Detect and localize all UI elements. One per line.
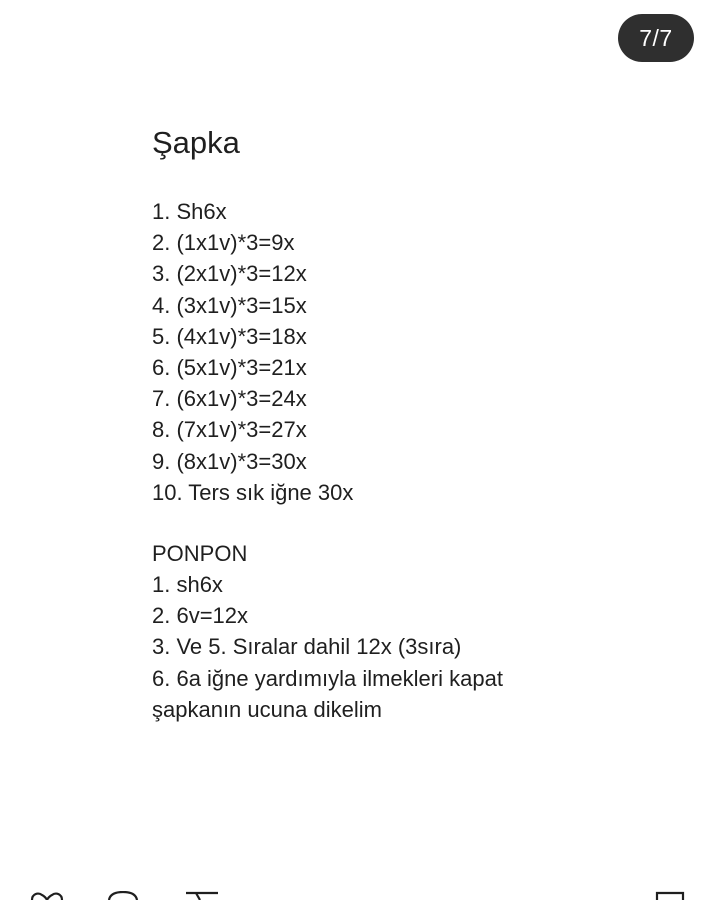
list-item: 8. (7x1v)*3=27x xyxy=(152,417,307,443)
list-item: şapkanın ucuna dikelim xyxy=(152,696,382,722)
heart-icon[interactable] xyxy=(30,891,64,900)
list-item: 1. sh6x xyxy=(152,572,223,597)
sapka-rows-list xyxy=(152,196,353,508)
recipe-title: Şapka xyxy=(152,125,240,160)
list-item: 9. (8x1v)*3=30x xyxy=(152,448,307,474)
list-item: 7. (6x1v)*3=24x xyxy=(152,386,307,412)
list-item: 6. (5x1v)*3=21x xyxy=(152,355,307,381)
list-item: 3. (2x1v)*3=12x xyxy=(152,261,307,287)
list-item: 6. 6a iğne yardımıyla ilmekleri kapat xyxy=(152,665,503,691)
list-item: 4. (3x1v)*3=15x xyxy=(152,292,307,318)
comment-icon[interactable] xyxy=(106,891,140,900)
ponpon-heading: PONPON xyxy=(152,541,248,566)
list-item: 2. 6v=12x xyxy=(152,603,249,629)
list-item: 10. Ters sık iğne 30x xyxy=(152,479,354,505)
list-item: 5. (4x1v)*3=18x xyxy=(152,323,307,349)
list-item: 2. (1x1v)*3=9x xyxy=(152,230,295,256)
bookmark-icon[interactable] xyxy=(654,891,686,900)
ponpon-rows-list xyxy=(152,569,503,725)
list-item: 3. Ve 5. Sıralar dahil 12x (3sıra) xyxy=(152,634,462,660)
list-item: 1. Sh6x xyxy=(152,199,227,224)
share-icon[interactable] xyxy=(184,891,220,900)
action-bar xyxy=(0,891,720,900)
page-indicator: 7/7 xyxy=(618,14,694,62)
